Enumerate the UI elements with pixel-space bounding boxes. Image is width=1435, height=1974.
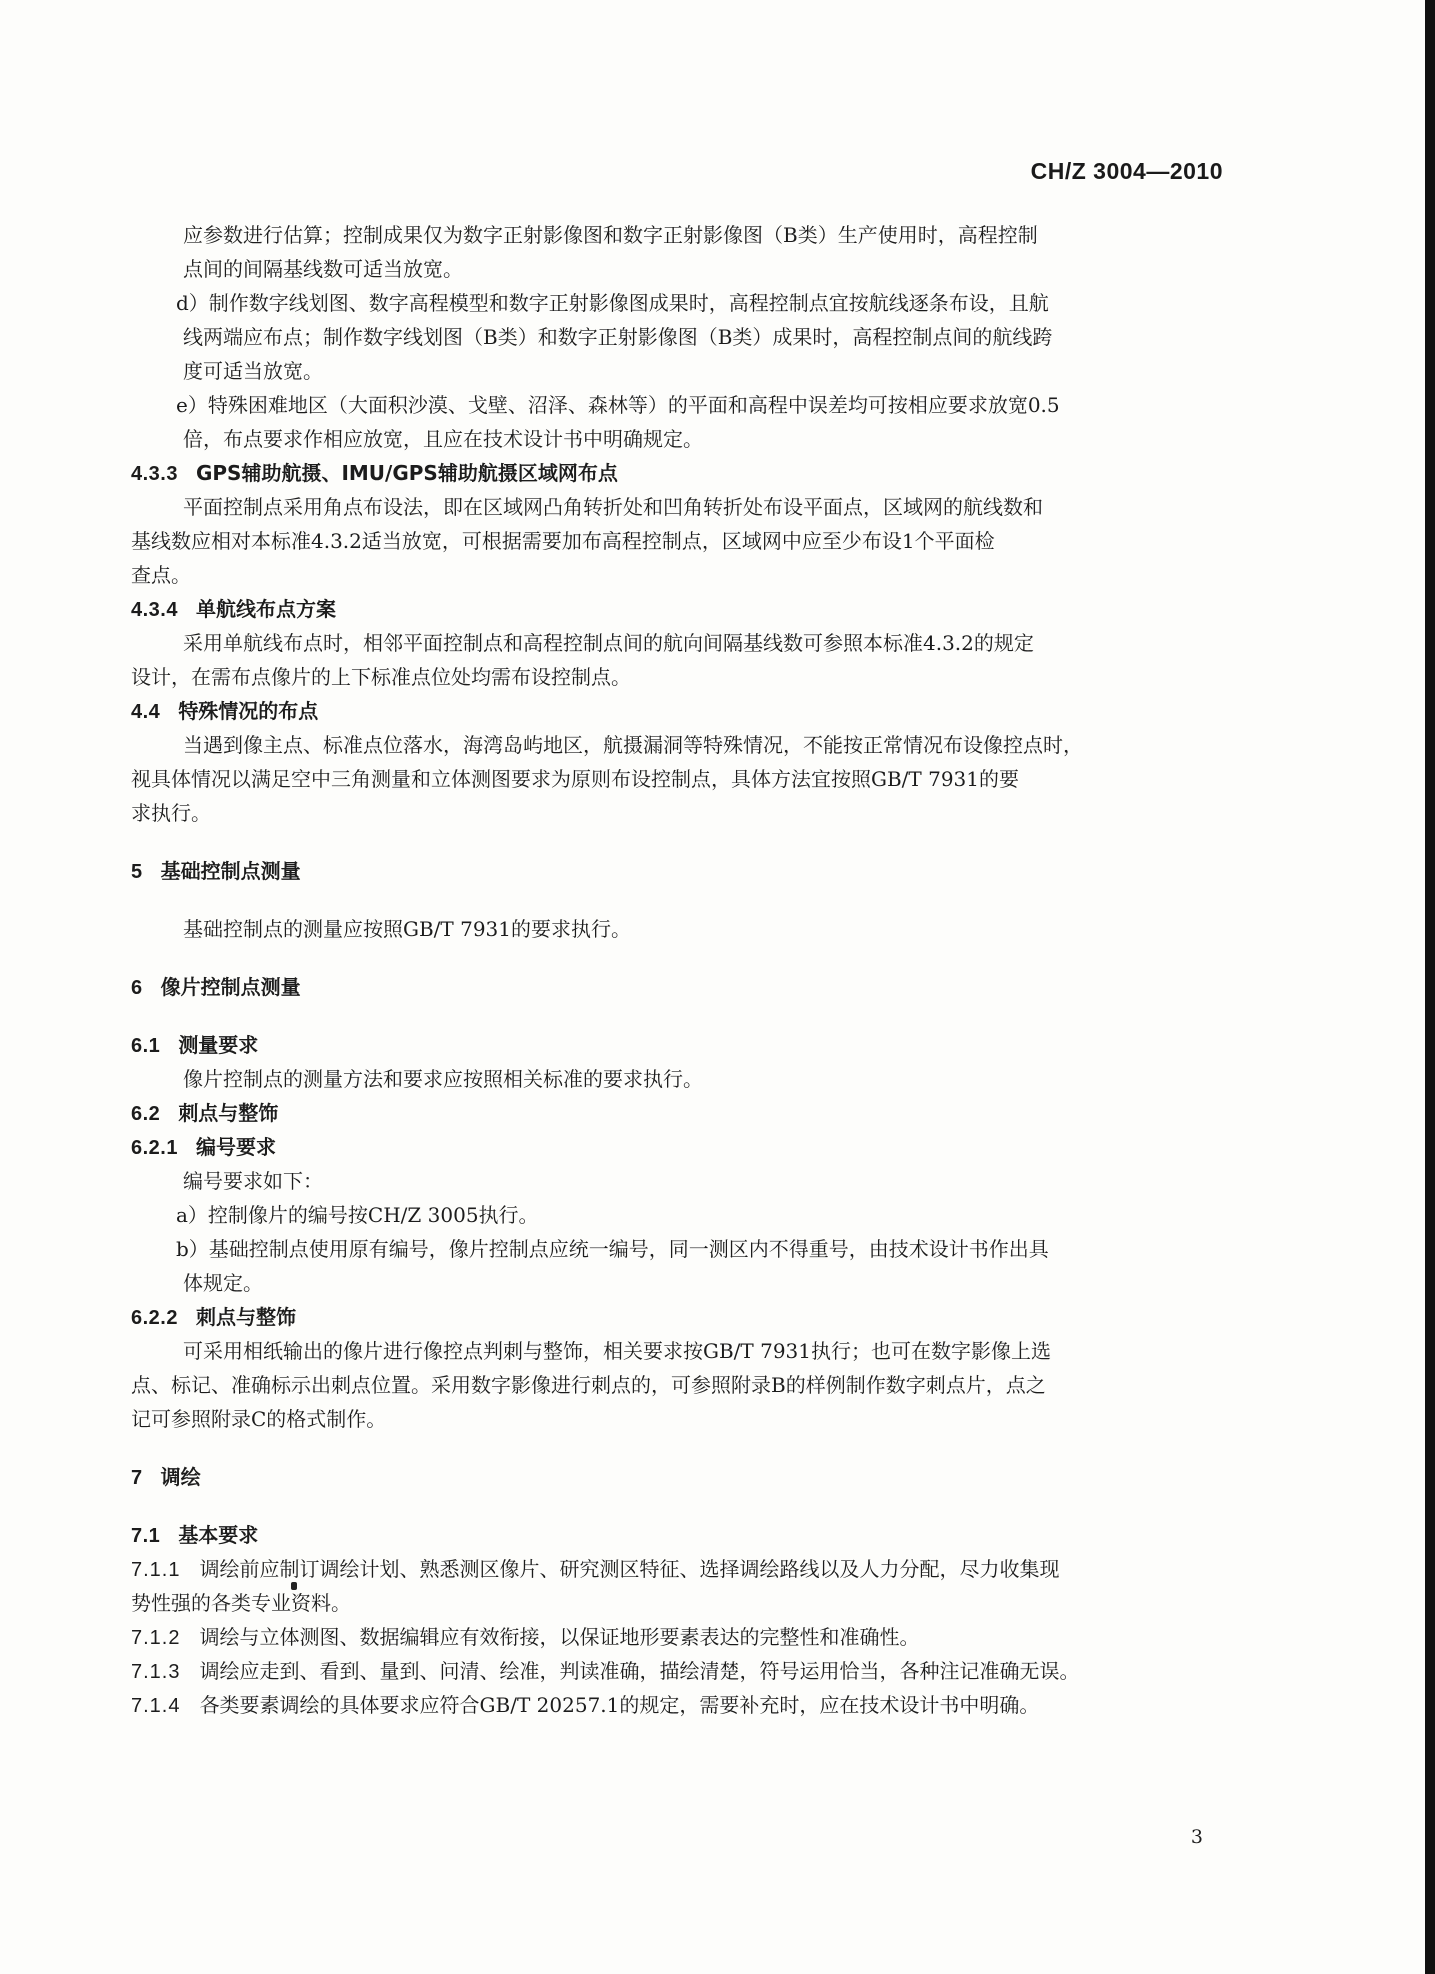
paragraph-line: 体规定。 (183, 1271, 263, 1295)
clause-text: 调绘前应制订调绘计划、熟悉测区像片、研究测区特征、选择调绘路线以及人力分配，尽力收集现 (199, 1557, 1060, 1581)
section-title: 特殊情况的布点 (178, 699, 319, 723)
paragraph-line: 平面控制点采用角点布设法，即在区域网凸角转折处和凹角转折处布设平面点，区域网的航线数和 (183, 495, 1043, 519)
scan-edge (1425, 0, 1435, 1974)
clause-text: 各类要素调绘的具体要求应符合GB/T 20257.1的规定，需要补充时，应在技术设计书中明确。 (199, 1693, 1040, 1717)
section-number: 6.2.1 (131, 1137, 178, 1159)
clause-number: 7.1.2 (131, 1627, 181, 1649)
document-body (131, 218, 1225, 1722)
list-item-a: a）控制像片的编号按CH/Z 3005执行。 (176, 1203, 539, 1227)
paragraph-line: 点间的间隔基线数可适当放宽。 (183, 257, 463, 281)
paragraph-line: 基础控制点的测量应按照GB/T 7931的要求执行。 (183, 917, 632, 941)
clause-number: 7.1.3 (131, 1661, 181, 1683)
section-number: 6.2 (131, 1103, 161, 1125)
list-item-d: d）制作数字线划图、数字高程模型和数字正射影像图成果时，高程控制点宜按航线逐条布设，且航 (176, 291, 1049, 315)
page-number: 3 (1190, 1826, 1203, 1848)
paragraph-line: 编号要求如下： (183, 1169, 323, 1193)
paragraph-line: 查点。 (131, 563, 191, 587)
chapter-heading-7 (131, 1460, 1225, 1494)
section-heading-6-1 (131, 1028, 1225, 1062)
paragraph-line: 基线数应相对本标准4.3.2适当放宽，可根据需要加布高程控制点，区域网中应至少布设1个平面检 (131, 529, 995, 553)
chapter-number: 6 (131, 977, 143, 999)
section-title: 刺点与整饰 (195, 1305, 296, 1329)
paragraph-line: 倍，布点要求作相应放宽，且应在技术设计书中明确规定。 (183, 427, 703, 451)
section-title: 编号要求 (195, 1135, 276, 1159)
section-title: 单航线布点方案 (195, 597, 336, 621)
section-heading-4-3-4 (131, 592, 1225, 626)
paragraph-line: 线两端应布点；制作数字线划图（B类）和数字正射影像图（B类）成果时，高程控制点间的航线跨 (183, 325, 1053, 349)
section-number: 6.1 (131, 1035, 161, 1057)
clause-7-1-3 (131, 1654, 1225, 1688)
clause-7-1-1 (131, 1552, 1225, 1586)
chapter-title: 像片控制点测量 (160, 975, 301, 999)
section-heading-7-1 (131, 1518, 1225, 1552)
section-number: 4.4 (131, 701, 161, 723)
paragraph-line: 势性强的各类专业资料。 (131, 1591, 351, 1615)
clause-number: 7.1.4 (131, 1695, 181, 1717)
list-item-e: e）特殊困难地区（大面积沙漠、戈壁、沼泽、森林等）的平面和高程中误差均可按相应要求放宽0.5 (176, 393, 1060, 417)
clause-text: 调绘与立体测图、数据编辑应有效衔接，以保证地形要素表达的完整性和准确性。 (199, 1625, 920, 1649)
paragraph-line: 采用单航线布点时，相邻平面控制点和高程控制点间的航向间隔基线数可参照本标准4.3.2的规定 (183, 631, 1034, 655)
list-item-b: b）基础控制点使用原有编号，像片控制点应统一编号，同一测区内不得重号，由技术设计书作出具 (176, 1237, 1049, 1261)
clause-7-1-2 (131, 1620, 1225, 1654)
chapter-title: 调绘 (160, 1465, 201, 1489)
paragraph-line: 视具体情况以满足空中三角测量和立体测图要求为原则布设控制点，具体方法宜按照GB/T 7931的要 (131, 767, 1020, 791)
section-title: GPS辅助航摄、IMU/GPS辅助航摄区域网布点 (195, 461, 618, 485)
section-heading-6-2 (131, 1096, 1225, 1130)
paragraph-line: 像片控制点的测量方法和要求应按照相关标准的要求执行。 (183, 1067, 703, 1091)
paragraph-line: 点、标记、准确标示出刺点位置。采用数字影像进行刺点的，可参照附录B的样例制作数字刺点片，点之 (131, 1373, 1046, 1397)
paragraph-line: 度可适当放宽。 (183, 359, 323, 383)
chapter-title: 基础控制点测量 (160, 859, 301, 883)
chapter-heading-6 (131, 970, 1225, 1004)
paragraph-line: 可采用相纸输出的像片进行像控点判刺与整饰，相关要求按GB/T 7931执行；也可在数字影像上选 (183, 1339, 1052, 1363)
paragraph-line: 求执行。 (131, 801, 211, 825)
clause-number: 7.1.1 (131, 1559, 181, 1581)
scan-speck (291, 1582, 297, 1590)
chapter-heading-5 (131, 854, 1225, 888)
section-title: 基本要求 (178, 1523, 259, 1547)
chapter-number: 5 (131, 861, 143, 883)
chapter-number: 7 (131, 1467, 143, 1489)
paragraph-line: 设计，在需布点像片的上下标准点位处均需布设控制点。 (131, 665, 631, 689)
paragraph-line: 当遇到像主点、标准点位落水，海湾岛屿地区，航摄漏洞等特殊情况，不能按正常情况布设像控点时， (183, 733, 1083, 757)
section-title: 刺点与整饰 (178, 1101, 279, 1125)
standard-code: CH/Z 3004—2010 (1030, 158, 1223, 184)
section-heading-4-4 (131, 694, 1225, 728)
section-number: 4.3.4 (131, 599, 178, 621)
section-heading-6-2-2 (131, 1300, 1225, 1334)
section-number: 7.1 (131, 1525, 161, 1547)
paragraph-line: 记可参照附录C的格式制作。 (131, 1407, 387, 1431)
section-heading-6-2-1 (131, 1130, 1225, 1164)
section-heading-4-3-3 (131, 456, 1225, 490)
clause-7-1-4 (131, 1688, 1225, 1722)
section-number: 6.2.2 (131, 1307, 178, 1329)
clause-text: 调绘应走到、看到、量到、问清、绘准，判读准确，描绘清楚，符号运用恰当，各种注记准确无误。 (199, 1659, 1080, 1683)
section-title: 测量要求 (178, 1033, 259, 1057)
section-number: 4.3.3 (131, 463, 178, 485)
paragraph-line: 应参数进行估算；控制成果仅为数字正射影像图和数字正射影像图（B类）生产使用时，高程控制 (183, 223, 1038, 247)
